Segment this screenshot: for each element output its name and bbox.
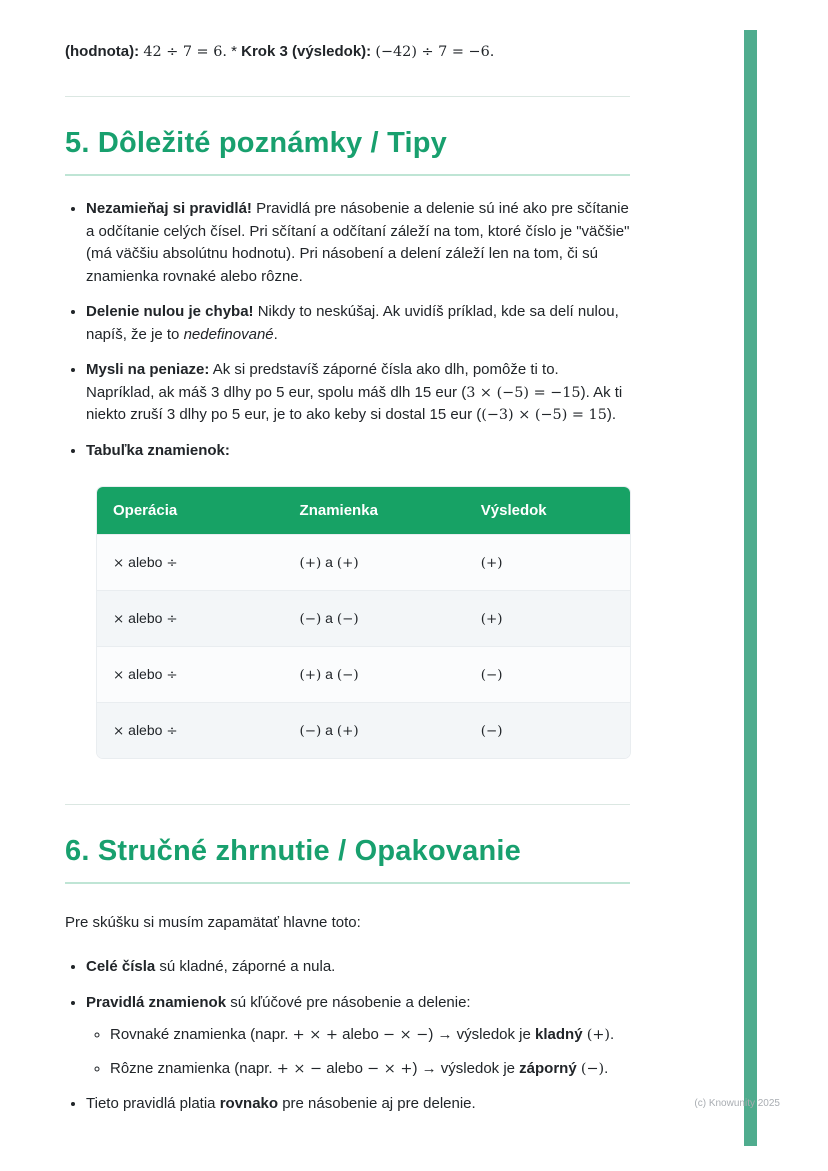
list-item: • Nezamieňaj si pravidlá! Pravidlá pre násobenie a delenie sú iné ako pre sčítanie a odčítanie celých čísel. Pri sčítaní a odčítaní záleží na tom, ktoré číslo je "väčšie" (má väčšiu absolútnu hodnotu). Pri násobení a delení záleží len na tom, či sú znamienka rovnaké alebo rôzne. <box>86 198 630 288</box>
table-cell: (−) <box>465 702 630 758</box>
section6-sub-list <box>86 1024 630 1080</box>
list-item: • Delenie nulou je chyba! Nikdy to neskúšaj. Ak uvidíš príklad, kde sa delí nulou, napíš, že je to nedefinované. <box>86 301 630 346</box>
section6-heading: 6. Stručné zhrnutie / Opakovanie <box>65 835 630 884</box>
table-header-cell: Výsledok <box>465 487 630 535</box>
table-cell: × alebo ÷ <box>97 646 284 702</box>
section6-intro-text: Pre skúšku si musím zapamätať hlavne toto: <box>65 913 361 931</box>
sign-table <box>97 487 630 758</box>
table-cell: (−) a (+) <box>284 702 465 758</box>
table-cell: (+) <box>465 590 630 646</box>
sign-table-container <box>97 487 630 758</box>
sub-list-item: ◦ Rôzne znamienka (napr. + × − alebo − × +) → výsledok je záporný (−). <box>110 1058 630 1081</box>
table-row <box>97 534 630 590</box>
table-cell: × alebo ÷ <box>97 590 284 646</box>
table-cell: × alebo ÷ <box>97 534 284 590</box>
table-cell: (+) <box>465 534 630 590</box>
carryover-text: (hodnota): 42 ÷ 7 = 6. * Krok 3 (výsledok): (−42) ÷ 7 = −6. <box>65 43 495 60</box>
table-cell: (−) <box>465 646 630 702</box>
list-item-text: Pravidlá znamienok sú kľúčové pre násobenie a delenie: <box>86 993 471 1011</box>
copyright-watermark: (c) Knowunity 2025 <box>694 1098 780 1109</box>
table-row <box>97 646 630 702</box>
list-item: • Mysli na peniaze: Ak si predstavíš záporné čísla ako dlh, pomôže ti to. Napríklad, ak máš 3 dlhy po 5 eur, spolu máš dlh 15 eur (3 × (−5) = −15). Ak ti niekto zruší 3 dlhy po 5 eur, je to ako keby si dostal 15 eur ((−3) × (−5) = 15). <box>86 359 630 427</box>
list-item: • Celé čísla sú kladné, záporné a nula. <box>86 956 630 979</box>
table-header-cell: Operácia <box>97 487 284 535</box>
list-item <box>86 992 630 1081</box>
table-header-row <box>97 487 630 535</box>
table-cell: (−) a (−) <box>284 590 465 646</box>
list-item: • Tieto pravidlá platia rovnako pre násobenie aj pre delenie. <box>86 1093 630 1116</box>
section5-bullet-list <box>65 198 630 462</box>
table-header-cell: Znamienka <box>284 487 465 535</box>
table-row <box>97 702 630 758</box>
table-cell: (+) a (−) <box>284 646 465 702</box>
sub-list-item: ◦ Rovnaké znamienka (napr. + × + alebo − × −) → výsledok je kladný (+). <box>110 1024 630 1047</box>
list-item: • Tabuľka znamienok: <box>86 440 630 463</box>
table-cell: (+) a (+) <box>284 534 465 590</box>
section-divider <box>65 804 630 805</box>
section-divider <box>65 96 630 97</box>
section6-bullet-list <box>65 956 630 1116</box>
section5-heading: 5. Dôležité poznámky / Tipy <box>65 127 630 176</box>
document-content <box>65 0 630 1129</box>
table-cell: × alebo ÷ <box>97 702 284 758</box>
page-accent-bar <box>744 30 757 1146</box>
table-row <box>97 590 630 646</box>
